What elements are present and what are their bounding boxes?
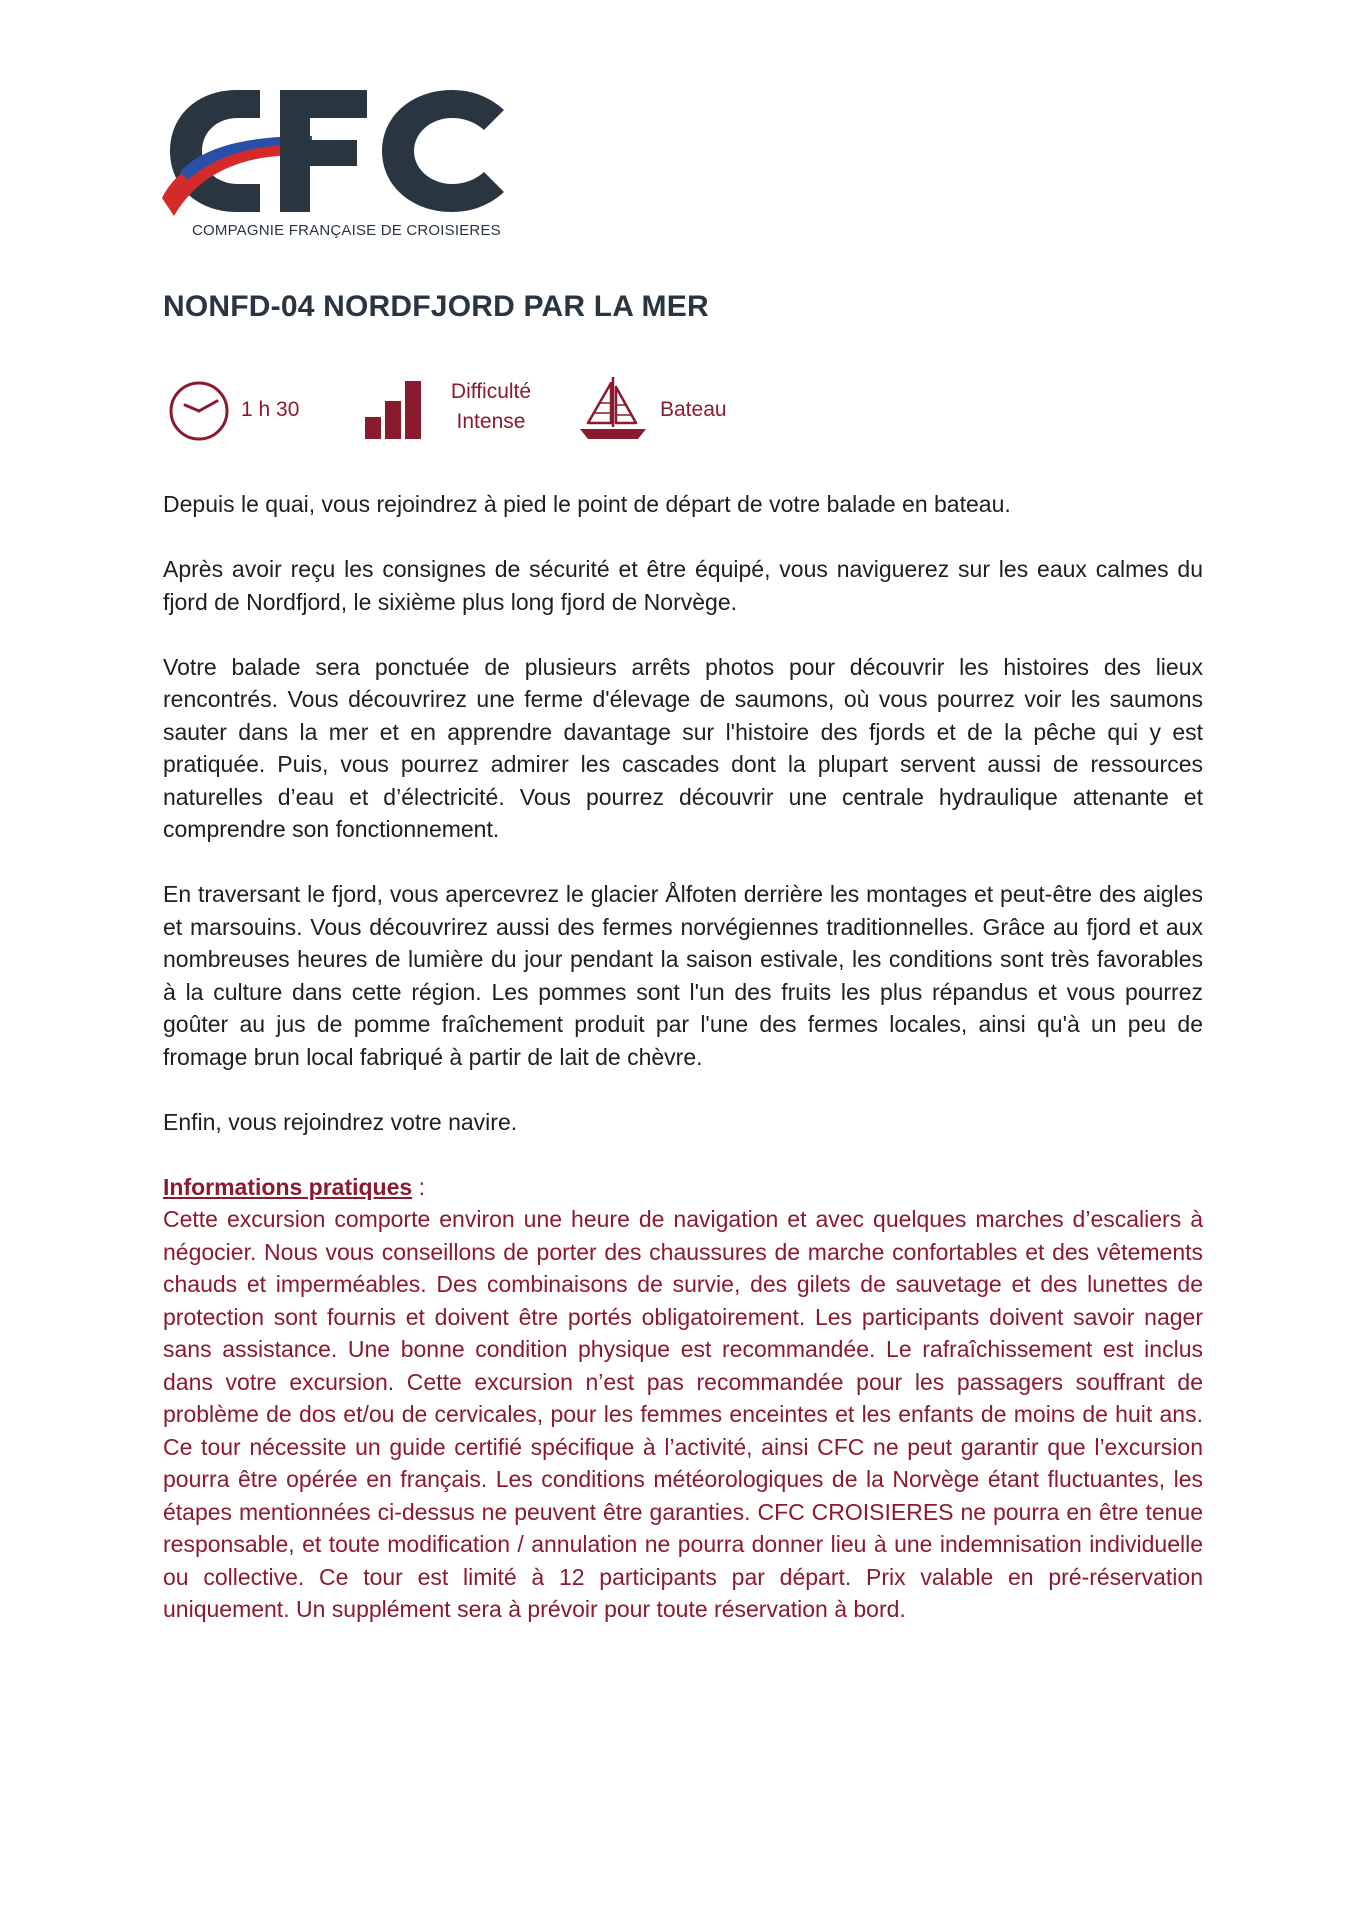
practical-heading-row	[163, 1171, 1203, 1204]
cfc-logo-mark	[162, 88, 542, 218]
page-title: NONFD-04 NORDFJORD PAR LA MER	[163, 290, 709, 323]
practical-heading: Informations pratiques	[163, 1173, 413, 1200]
difficulty-bars-icon	[363, 379, 425, 441]
practical-info	[163, 1171, 1203, 1626]
difficulty-label-line1: Difficulté	[450, 380, 532, 403]
clock-icon	[167, 379, 231, 443]
logo-caption: COMPAGNIE FRANÇAISE DE CROISIERES	[192, 222, 501, 239]
cfc-logo	[162, 88, 542, 248]
difficulty-label-line2: Intense	[456, 410, 526, 433]
excursion-description	[163, 488, 1203, 1658]
difficulty-item	[363, 375, 563, 445]
duration-label: 1 h 30	[241, 398, 300, 421]
duration-item	[163, 375, 323, 445]
paragraph-3: Votre balade sera ponctuée de plusieurs arrêts photos pour découvrir les histoires des lieux rencontrés. Vous découvrirez une ferme d'élevage de saumons, où vous pourrez voir les saumons sauter dans la mer et en apprendre davantage sur l'histoire des fjords et de la pêche qui y est pratiquée. Puis, vous pourrez admirer les cascades dont la plupart servent aussi de ressources naturelles d’eau et d’électricité. Vous pourrez découvrir une centrale hydraulique attenante et comprendre son fonctionnement.	[163, 653, 1203, 842]
practical-heading-suffix: :	[412, 1173, 425, 1200]
paragraph-1: Depuis le quai, vous rejoindrez à pied le point de départ de votre balade en bateau.	[163, 491, 1011, 517]
transport-item	[578, 375, 778, 445]
sailboat-icon	[578, 375, 648, 443]
paragraph-2: Après avoir reçu les consignes de sécurité et être équipé, vous naviguerez sur les eaux calmes du fjord de Nordfjord, le sixième plus long fjord de Norvège.	[163, 556, 1203, 615]
paragraph-5: Enfin, vous rejoindrez votre navire.	[163, 1108, 518, 1135]
transport-label: Bateau	[660, 398, 727, 421]
practical-text: Cette excursion comporte environ une heure de navigation et avec quelques marches d’escaliers à négocier. Nous vous conseillons de porter des chaussures de marche confortables et des vêtements chauds et imperméables. Des combinaisons de survie, des gilets de sauvetage et des lunettes de protection sont fournis et doivent être portés obligatoirement. Les participants doivent savoir nager sans assistance. Une bonne condition physique est recommandée. Le rafraîchissement est inclus dans votre excursion. Cette excursion n’est pas recommandée pour les passagers souffrant de problème de dos et/ou de cervicales, pour les femmes enceintes et les enfants de moins de huit ans. Ce tour nécessite un guide certifié spécifique à l’activité, ainsi CFC ne peut garantir que l’excursion pourra être opérée en français. Les conditions météorologiques de la Norvège étant fluctuantes, les étapes mentionnées ci-dessus ne peuvent être garanties. CFC CROISIERES ne pourra en être tenue responsable, et toute modification / annulation ne pourra donner lieu à une indemnisation individuelle ou collective. Ce tour est limité à 12 participants par départ. Prix valable en pré-réservation uniquement. Un supplément sera à prévoir pour toute réservation à bord.	[163, 1206, 1203, 1622]
excursion-meta	[163, 375, 863, 445]
paragraph-4: En traversant le fjord, vous apercevrez le glacier Ålfoten derrière les montages et peut-être des aigles et marsouins. Vous découvrirez aussi des fermes norvégiennes traditionnelles. Grâce au fjord et aux nombreuses heures de lumière du jour pendant la saison estivale, les conditions sont très favorables à la culture dans cette région. Les pommes sont l'un des fruits les plus répandus et vous pourrez goûter au jus de pomme fraîchement produit par l'une des fermes locales, ainsi qu'à un peu de fromage brun local fabriqué à partir de lait de chèvre.	[163, 881, 1203, 1070]
